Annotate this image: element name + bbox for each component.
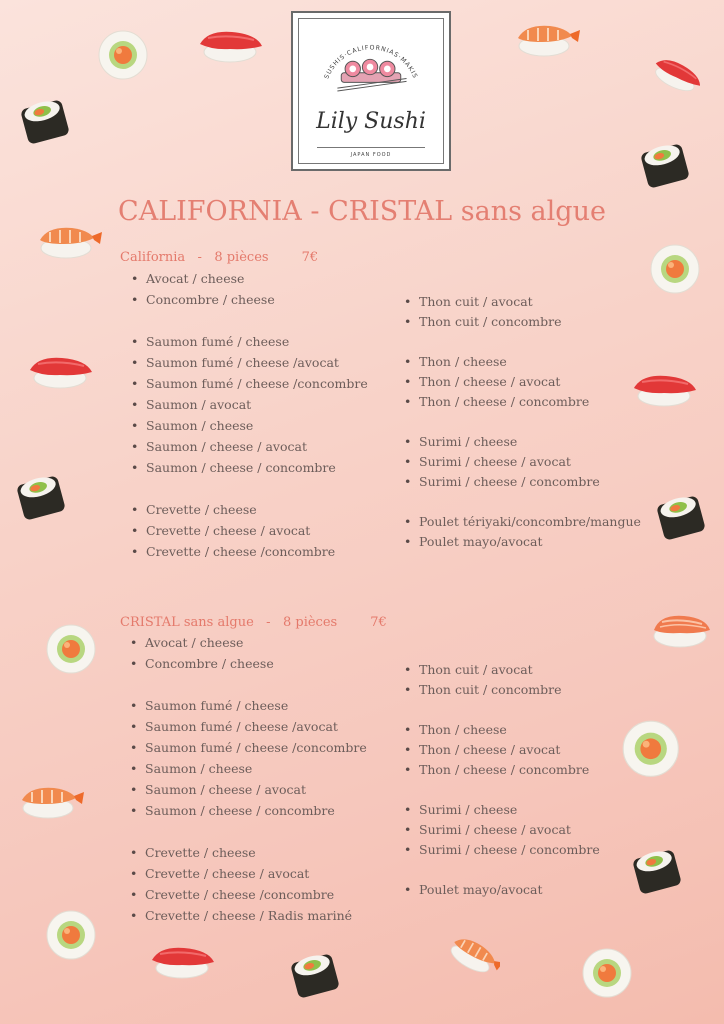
menu-item: • Concombre / cheese — [130, 653, 367, 674]
menu-item: • Crevette / cheese / avocat — [131, 520, 368, 541]
menu-item: • Thon / cheese — [404, 720, 600, 740]
list-spacer — [404, 860, 600, 880]
section-heading-cristal: CRISTAL sans algue - 8 pièces 7€ — [120, 615, 387, 630]
svg-text:SUSHIS·CALIFORNIAS·MAKIS: SUSHIS·CALIFORNIAS·MAKIS — [323, 44, 419, 81]
tuna-nigiri-icon — [150, 944, 216, 990]
california-roll-icon — [98, 30, 148, 80]
menu-item: • Thon cuit / avocat — [404, 660, 600, 680]
menu-item: • Saumon / cheese — [131, 415, 368, 436]
california-roll-icon — [46, 624, 96, 674]
menu-item: • Thon / cheese / avocat — [404, 740, 600, 760]
menu-item: • Saumon fumé / cheese /avocat — [131, 352, 368, 373]
menu-item: • Saumon / cheese / avocat — [131, 436, 368, 457]
menu-item: • Avocat / cheese — [130, 632, 367, 653]
list-spacer — [404, 780, 600, 800]
shrimp-nigiri-icon — [36, 222, 106, 272]
list-spacer — [404, 700, 600, 720]
logo-subtitle: JAPAN FOOD — [350, 152, 392, 158]
logo-frame — [298, 18, 444, 164]
list-spacer — [130, 821, 367, 842]
shrimp-nigiri-icon — [18, 782, 88, 828]
menu-item: • Avocat / cheese — [131, 268, 368, 289]
menu-item: • Surimi / cheese / concombre — [404, 472, 641, 492]
menu-item: • Saumon / cheese / concombre — [131, 457, 368, 478]
shrimp-nigiri-icon — [440, 938, 500, 998]
maki-roll-icon — [640, 140, 690, 190]
menu-item: • Thon cuit / concombre — [404, 680, 600, 700]
tuna-nigiri-icon — [28, 354, 96, 398]
maki-roll-icon — [656, 492, 712, 548]
california-roll-icon — [650, 244, 700, 294]
menu-item: • Thon / cheese / concombre — [404, 392, 641, 412]
logo-name: Lily Sushi — [316, 109, 426, 134]
maki-roll-icon — [290, 950, 344, 1004]
tuna-nigiri-icon — [198, 28, 264, 68]
menu-item: • Thon / cheese / avocat — [404, 372, 641, 392]
list-spacer — [131, 310, 368, 331]
menu-item: • Saumon fumé / cheese — [130, 695, 367, 716]
menu-item: • Thon / cheese — [404, 352, 641, 372]
menu-item: • Crevette / cheese — [131, 499, 368, 520]
salmon-nigiri-icon — [650, 612, 720, 660]
section-heading-california: California - 8 pièces 7€ — [120, 250, 319, 265]
menu-item: • Saumon fumé / cheese /avocat — [130, 716, 367, 737]
menu-item: • Saumon fumé / cheese — [131, 331, 368, 352]
maki-roll-icon — [632, 846, 682, 896]
tuna-nigiri-icon — [648, 60, 700, 104]
california-roll-icon — [46, 910, 96, 960]
menu-item: • Saumon fumé / cheese /concombre — [131, 373, 368, 394]
maki-roll-icon — [16, 472, 66, 522]
menu-item: • Crevette / cheese — [130, 842, 367, 863]
menu-item: • Crevette / cheese /concombre — [131, 541, 368, 562]
california-list-left — [131, 268, 368, 562]
menu-item: • Thon / cheese / concombre — [404, 760, 600, 780]
menu-item: • Saumon fumé / cheese /concombre — [130, 737, 367, 758]
menu-item: • Poulet mayo/avocat — [404, 880, 600, 900]
menu-item: • Poulet mayo/avocat — [404, 532, 641, 552]
list-spacer — [131, 478, 368, 499]
menu-item: • Surimi / cheese / concombre — [404, 840, 600, 860]
california-list-right — [404, 292, 641, 552]
shrimp-nigiri-icon — [514, 20, 584, 64]
lily-sushi-logo — [291, 11, 451, 171]
menu-item: • Thon cuit / concombre — [404, 312, 641, 332]
menu-item: • Crevette / cheese /concombre — [130, 884, 367, 905]
california-roll-icon — [582, 948, 632, 998]
list-spacer — [404, 332, 641, 352]
menu-item: • Concombre / cheese — [131, 289, 368, 310]
menu-item: • Saumon / cheese / concombre — [130, 800, 367, 821]
menu-item: • Saumon / avocat — [131, 394, 368, 415]
menu-item: • Surimi / cheese / avocat — [404, 452, 641, 472]
list-spacer — [404, 412, 641, 432]
tuna-nigiri-icon — [632, 372, 700, 416]
menu-item: • Saumon / cheese — [130, 758, 367, 779]
menu-item: • Poulet tériyaki/concombre/mangue — [404, 512, 641, 532]
california-roll-icon — [622, 720, 682, 780]
page-title: CALIFORNIA - CRISTAL sans algue — [118, 196, 606, 227]
menu-item: • Surimi / cheese — [404, 800, 600, 820]
logo-arc-text — [299, 19, 443, 163]
cristal-list-left — [130, 632, 367, 926]
list-spacer — [130, 674, 367, 695]
list-spacer — [404, 492, 641, 512]
menu-item: • Thon cuit / avocat — [404, 292, 641, 312]
menu-item: • Saumon / cheese / avocat — [130, 779, 367, 800]
maki-roll-icon — [20, 96, 70, 146]
menu-item: • Surimi / cheese — [404, 432, 641, 452]
logo-divider — [317, 147, 425, 148]
menu-item: • Surimi / cheese / avocat — [404, 820, 600, 840]
cristal-list-right — [404, 660, 600, 900]
menu-item: • Crevette / cheese / avocat — [130, 863, 367, 884]
menu-item: • Crevette / cheese / Radis mariné — [130, 905, 367, 926]
